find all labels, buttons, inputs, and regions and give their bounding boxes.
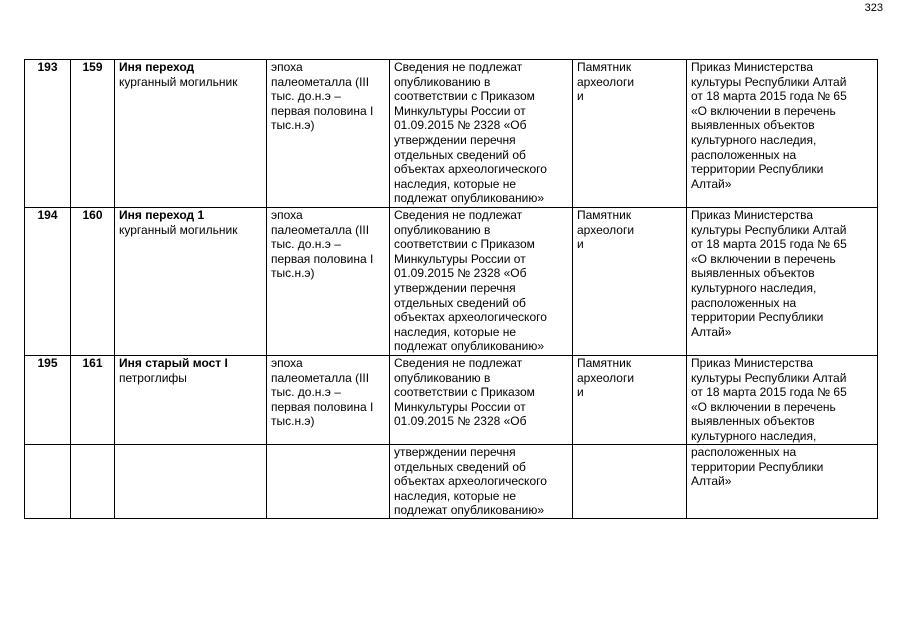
category-cell xyxy=(573,208,687,356)
table-row xyxy=(25,60,878,208)
empty-cell xyxy=(115,445,267,519)
object-type: курганный могильник xyxy=(119,222,238,237)
dating: эпоха палеометалла (III тыс. до.н.э – первая половина I тыс.н.э) xyxy=(271,356,374,429)
location-info-continued: утверждении перечня отдельных сведений об объектах археологического наследия, которые не подлежат опубликованию» xyxy=(394,445,547,518)
registry-number: 195 xyxy=(25,356,71,445)
heritage-registry-table xyxy=(24,59,878,519)
dating-cell xyxy=(267,208,390,356)
object-number: 159 xyxy=(71,60,115,208)
location-info: Сведения не подлежат опубликованию в соответствии с Приказом Минкультуры России от 01.09.2015 № 2328 «Об утверждении перечня отдельных сведений об объектах археологического наследия, которые не подлежат опубликованию» xyxy=(394,60,547,206)
dating-cell xyxy=(267,356,390,445)
object-name-cell xyxy=(115,60,267,208)
dating: эпоха палеометалла (III тыс. до.н.э – первая половина I тыс.н.э) xyxy=(271,208,374,281)
category-cell xyxy=(573,60,687,208)
registry-number: 194 xyxy=(25,208,71,356)
object-number: 160 xyxy=(71,208,115,356)
document-cell xyxy=(687,445,878,519)
location-cell xyxy=(390,208,573,356)
object-type: петроглифы xyxy=(119,370,187,385)
object-name-cell xyxy=(115,208,267,356)
table-row xyxy=(25,208,878,356)
category: Памятник археологи и xyxy=(577,356,635,400)
object-type: курганный могильник xyxy=(119,74,238,89)
location-cell xyxy=(390,445,573,519)
dating: эпоха палеометалла (III тыс. до.н.э – первая половина I тыс.н.э) xyxy=(271,60,374,133)
category: Памятник археологи и xyxy=(577,60,635,104)
object-name: Иня старый мост I xyxy=(119,356,228,370)
dating-cell xyxy=(267,60,390,208)
empty-cell xyxy=(25,445,71,519)
page-number: 323 xyxy=(864,2,883,14)
legal-document: Приказ Министерства культуры Республики Алтай от 18 марта 2015 года № 65 «О включении в перечень выявленных объектов культурного наследия, xyxy=(691,356,847,443)
category: Памятник археологи и xyxy=(577,208,635,252)
empty-cell xyxy=(71,445,115,519)
legal-document-continued: расположенных на территории Республики Алтай» xyxy=(691,445,824,489)
legal-document: Приказ Министерства культуры Республики Алтай от 18 марта 2015 года № 65 «О включении в перечень выявленных объектов культурного наследия, расположенных на территории Республики Алтай» xyxy=(691,60,847,191)
object-name-cell xyxy=(115,356,267,445)
empty-cell xyxy=(267,445,390,519)
category-cell xyxy=(573,356,687,445)
location-info: Сведения не подлежат опубликованию в соответствии с Приказом Минкультуры России от 01.09.2015 № 2328 «Об xyxy=(394,356,535,429)
table-row-continuation xyxy=(25,445,878,519)
registry-number: 193 xyxy=(25,60,71,208)
object-name: Иня переход xyxy=(119,60,195,74)
empty-cell xyxy=(573,445,687,519)
document-cell xyxy=(687,356,878,445)
table-row xyxy=(25,356,878,445)
object-name: Иня переход 1 xyxy=(119,208,205,222)
location-cell xyxy=(390,356,573,445)
location-info: Сведения не подлежат опубликованию в соответствии с Приказом Минкультуры России от 01.09.2015 № 2328 «Об утверждении перечня отдельных сведений об объектах археологического наследия, которые не подлежат опубликованию» xyxy=(394,208,547,354)
document-cell xyxy=(687,208,878,356)
object-number: 161 xyxy=(71,356,115,445)
location-cell xyxy=(390,60,573,208)
document-cell xyxy=(687,60,878,208)
legal-document: Приказ Министерства культуры Республики Алтай от 18 марта 2015 года № 65 «О включении в перечень выявленных объектов культурного наследия, расположенных на территории Республики Алтай» xyxy=(691,208,847,339)
